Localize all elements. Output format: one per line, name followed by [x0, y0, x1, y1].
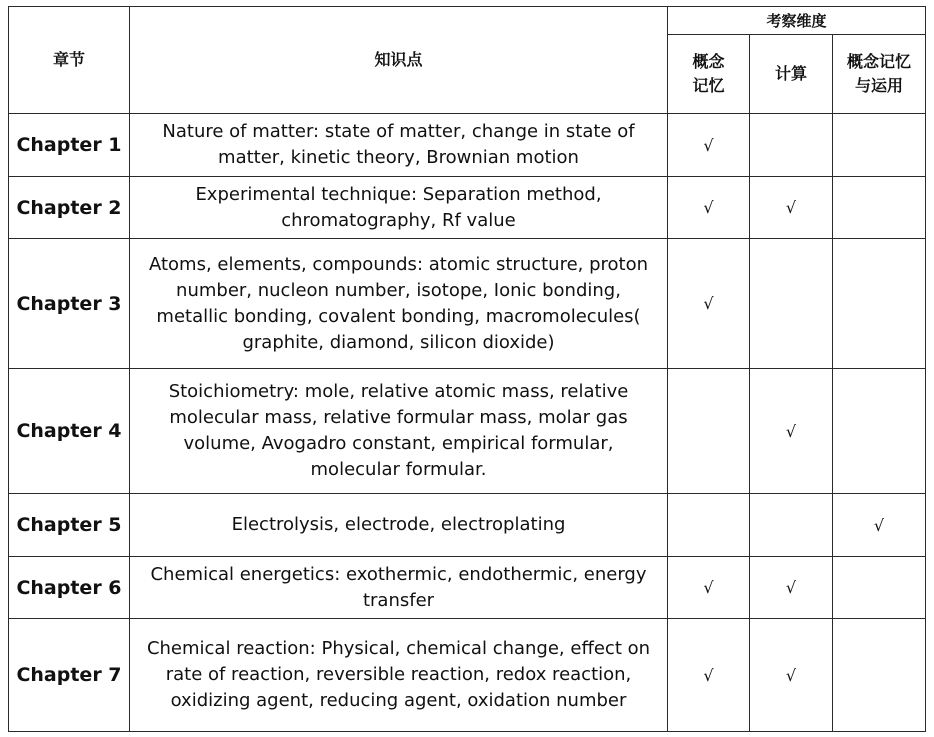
concept-application-mark — [833, 557, 926, 619]
calculation-mark — [750, 239, 833, 369]
header-topic: 知识点 — [130, 7, 668, 114]
concept-memory-mark: √ — [668, 619, 750, 732]
table-row — [9, 619, 926, 732]
concept-memory-mark: √ — [668, 114, 750, 177]
calculation-mark: √ — [750, 177, 833, 239]
header-row-top — [9, 7, 926, 35]
table-row — [9, 369, 926, 494]
topic-cell: Stoichiometry: mole, relative atomic mass, relative molecular mass, relative formular mass, molar gas volume, Avogadro constant, empirical formular, molecular formular. — [130, 369, 668, 494]
calculation-mark — [750, 494, 833, 557]
topic-cell: Nature of matter: state of matter, change in state of matter, kinetic theory, Brownian motion — [130, 114, 668, 177]
concept-application-mark — [833, 369, 926, 494]
topic-cell: Experimental technique: Separation method, chromatography, Rf value — [130, 177, 668, 239]
chapter-cell: Chapter 3 — [9, 239, 130, 369]
header-dimension-group: 考察维度 — [668, 7, 926, 35]
chapter-topics-table — [8, 6, 926, 732]
concept-memory-mark: √ — [668, 557, 750, 619]
concept-memory-mark — [668, 369, 750, 494]
topic-cell: Chemical reaction: Physical, chemical change, effect on rate of reaction, reversible reaction, redox reaction, oxidizing agent, reducing agent, oxidation number — [130, 619, 668, 732]
table-row — [9, 494, 926, 557]
table-header — [9, 7, 926, 114]
header-chapter: 章节 — [9, 7, 130, 114]
concept-memory-mark: √ — [668, 177, 750, 239]
table-row — [9, 177, 926, 239]
concept-memory-mark: √ — [668, 239, 750, 369]
header-dimension-concept-application: 概念记忆 与运用 — [833, 35, 926, 114]
table-row — [9, 114, 926, 177]
concept-application-mark — [833, 239, 926, 369]
topic-cell: Chemical energetics: exothermic, endothermic, energy transfer — [130, 557, 668, 619]
chapter-cell: Chapter 4 — [9, 369, 130, 494]
calculation-mark: √ — [750, 369, 833, 494]
chapter-cell: Chapter 5 — [9, 494, 130, 557]
concept-application-mark — [833, 114, 926, 177]
topic-cell: Atoms, elements, compounds: atomic structure, proton number, nucleon number, isotope, Ionic bonding, metallic bonding, covalent bonding, macromolecules( graphite, diamond, silicon dioxide) — [130, 239, 668, 369]
chapter-cell: Chapter 1 — [9, 114, 130, 177]
chapter-cell: Chapter 2 — [9, 177, 130, 239]
chapter-cell: Chapter 6 — [9, 557, 130, 619]
table-row — [9, 239, 926, 369]
concept-application-mark — [833, 177, 926, 239]
calculation-mark — [750, 114, 833, 177]
table-body — [9, 114, 926, 732]
header-dimension-concept-memory: 概念 记忆 — [668, 35, 750, 114]
header-dimension-calculation: 计算 — [750, 35, 833, 114]
concept-memory-mark — [668, 494, 750, 557]
table-row — [9, 557, 926, 619]
concept-application-mark — [833, 619, 926, 732]
chapter-cell: Chapter 7 — [9, 619, 130, 732]
concept-application-mark: √ — [833, 494, 926, 557]
calculation-mark: √ — [750, 619, 833, 732]
calculation-mark: √ — [750, 557, 833, 619]
topic-cell: Electrolysis, electrode, electroplating — [130, 494, 668, 557]
